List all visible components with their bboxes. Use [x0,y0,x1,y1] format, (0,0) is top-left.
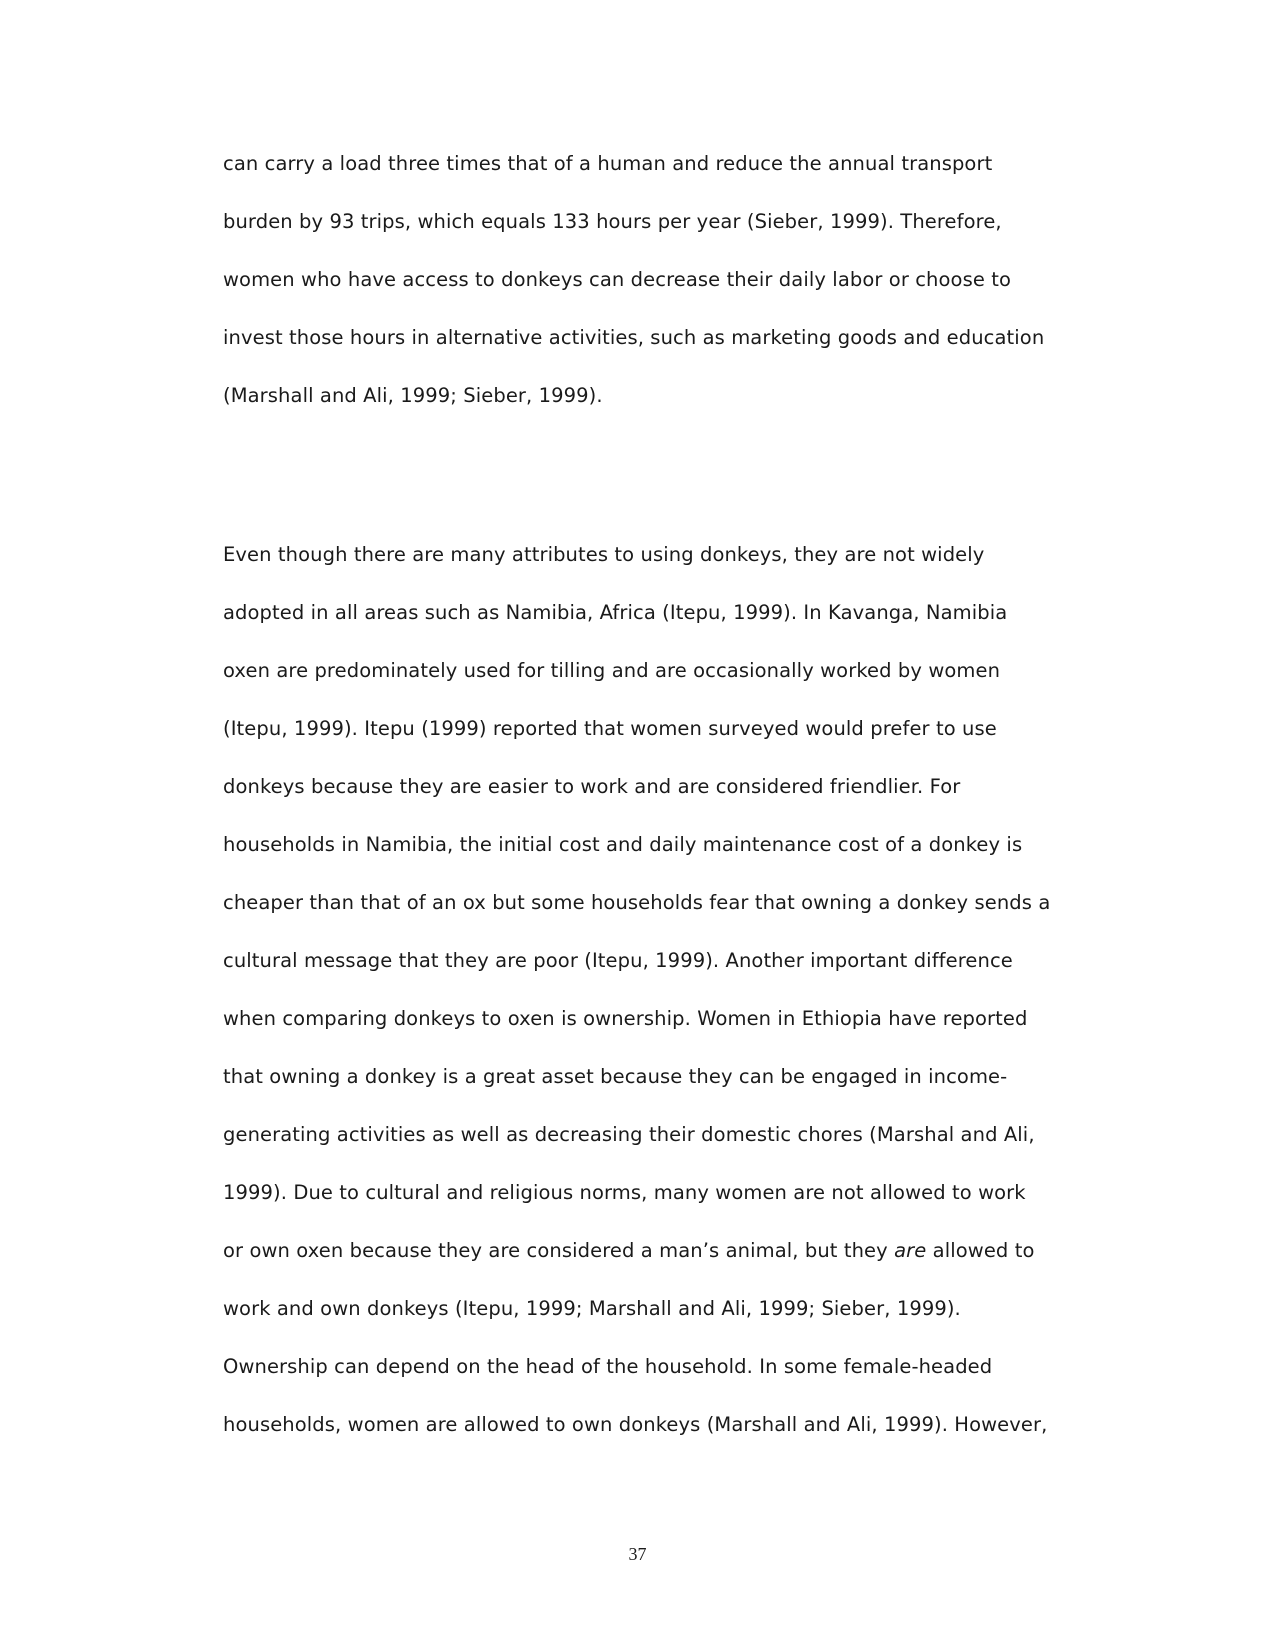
paragraph-2-line-9: when comparing donkeys to oxen is ownership. Women in Ethiopia have reported [223,1007,1028,1030]
paragraph-2-line-14: work and own donkeys (Itepu, 1999; Marshall and Ali, 1999; Sieber, 1999). [223,1297,961,1320]
line-13-text-after: allowed to [926,1239,1035,1262]
paragraph-2-line-2: adopted in all areas such as Namibia, Africa (Itepu, 1999). In Kavanga, Namibia [223,601,1008,624]
paragraph-1-line-5: (Marshall and Ali, 1999; Sieber, 1999). [223,384,603,407]
page-number: 37 [628,1544,647,1564]
paragraph-2-line-5: donkeys because they are easier to work and are considered friendlier. For [223,775,961,798]
paragraph-2-line-7: cheaper than that of an ox but some households fear that owning a donkey sends a [223,891,1051,914]
paragraph-2-line-13 [223,1239,1034,1263]
paragraph-2-line-6: households in Namibia, the initial cost and daily maintenance cost of a donkey is [223,833,1023,856]
paragraph-2-line-15: Ownership can depend on the head of the household. In some female-headed [223,1355,993,1378]
paragraph-2-line-3: oxen are predominately used for tilling and are occasionally worked by women [223,659,1001,682]
italic-emphasis-are: are [894,1239,927,1262]
paragraph-2-line-12: 1999). Due to cultural and religious norms, many women are not allowed to work [223,1181,1026,1204]
paragraph-1-line-4: invest those hours in alternative activities, such as marketing goods and education [223,326,1045,349]
paragraph-2-line-16: households, women are allowed to own donkeys (Marshall and Ali, 1999). However, [223,1413,1048,1436]
paragraph-2-line-10: that owning a donkey is a great asset because they can be engaged in income- [223,1065,1008,1088]
paragraph-2-line-4: (Itepu, 1999). Itepu (1999) reported that women surveyed would prefer to use [223,717,997,740]
paragraph-1-line-2: burden by 93 trips, which equals 133 hours per year (Sieber, 1999). Therefore, [223,210,1002,233]
paragraph-2-line-11: generating activities as well as decreasing their domestic chores (Marshal and Ali, [223,1123,1035,1146]
paragraph-2-line-1: Even though there are many attributes to using donkeys, they are not widely [223,543,985,566]
paragraph-1-line-3: women who have access to donkeys can decrease their daily labor or choose to [223,268,1012,291]
paragraph-2-line-8: cultural message that they are poor (Itepu, 1999). Another important difference [223,949,1013,972]
paragraph-1-line-1: can carry a load three times that of a human and reduce the annual transport [223,152,993,175]
line-13-text-before: or own oxen because they are considered a man’s animal, but they [223,1239,895,1262]
